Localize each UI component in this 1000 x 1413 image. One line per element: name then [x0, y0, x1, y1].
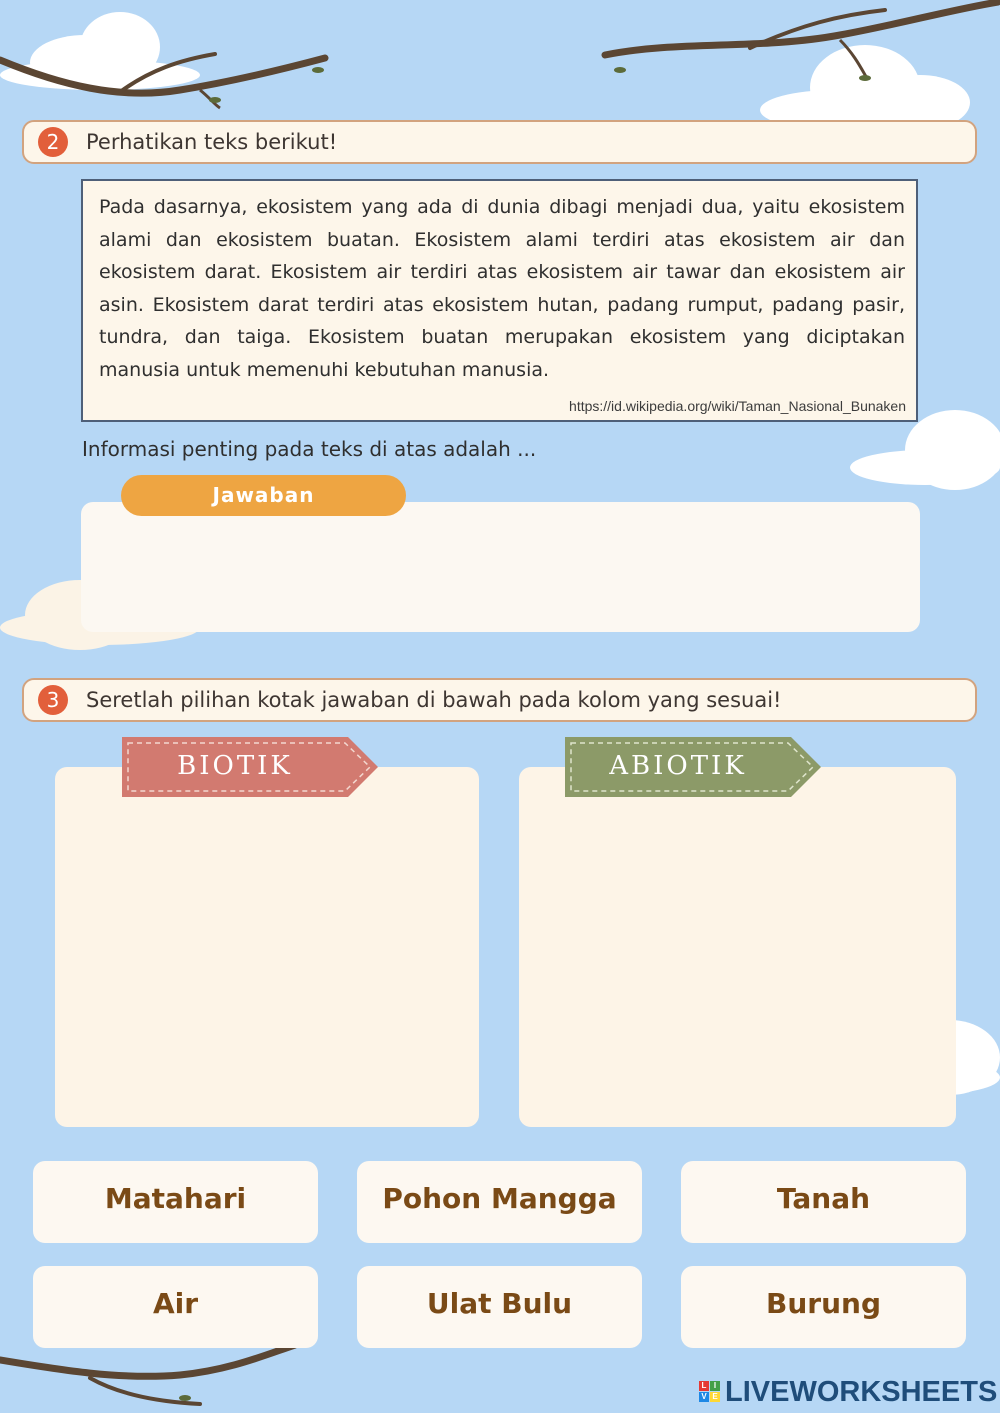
- option-card-tanah[interactable]: Tanah: [681, 1161, 966, 1243]
- reading-passage-box: [81, 179, 918, 422]
- question-3-instruction: Seretlah pilihan kotak jawaban di bawah pada kolom yang sesuai!: [86, 688, 782, 712]
- biotik-label: BIOTIK: [177, 751, 293, 781]
- passage-source-link: https://id.wikipedia.org/wiki/Taman_Nasional_Bunaken: [569, 398, 906, 414]
- question-2-instruction: Perhatikan teks berikut!: [86, 130, 338, 154]
- answer-input-area[interactable]: [81, 502, 920, 632]
- question-2-prompt: Informasi penting pada teks di atas adalah ...: [82, 437, 537, 461]
- biotik-header-tag: [120, 735, 380, 799]
- logo-letter-l: L: [699, 1381, 709, 1391]
- abiotik-header-tag: [563, 735, 823, 799]
- cloud-mid-right-puff: [905, 410, 1000, 490]
- branch-bottom-left: [0, 1340, 300, 1410]
- logo-letter-v: V: [699, 1392, 709, 1402]
- question-2-bar: [22, 120, 977, 164]
- biotik-drop-zone[interactable]: [55, 767, 479, 1127]
- branch-top-left: [0, 30, 330, 110]
- option-card-pohon-mangga[interactable]: Pohon Mangga: [357, 1161, 642, 1243]
- liveworksheets-text: LIVEWORKSHEETS: [725, 1376, 998, 1408]
- answer-label: Jawaban: [121, 475, 406, 516]
- abiotik-label: ABIOTIK: [609, 751, 747, 781]
- abiotik-drop-zone[interactable]: [519, 767, 956, 1127]
- question-3-bar: [22, 678, 977, 722]
- option-card-matahari[interactable]: Matahari: [33, 1161, 318, 1243]
- liveworksheets-logo: [697, 1375, 998, 1409]
- option-card-burung[interactable]: Burung: [681, 1266, 966, 1348]
- question-3-number-badge: 3: [38, 685, 68, 715]
- branch-top-right: [600, 0, 1000, 90]
- option-card-ulat-bulu[interactable]: Ulat Bulu: [357, 1266, 642, 1348]
- logo-letter-e: E: [710, 1392, 720, 1402]
- option-card-air[interactable]: Air: [33, 1266, 318, 1348]
- question-2-number-badge: 2: [38, 127, 68, 157]
- logo-letter-i: I: [710, 1381, 720, 1391]
- reading-passage: Pada dasarnya, ekosistem yang ada di dunia dibagi menjadi dua, yaitu ekosistem alami dan ekosistem buatan. Ekosistem alami terdiri atas ekosistem air dan ekosistem darat. Ekosistem air terdiri atas ekosistem air tawar dan ekosistem air asin. Ekosistem darat terdiri atas ekosistem hutan, padang rumput, padang pasir, tundra, dan taiga. Ekosistem buatan merupakan ekosistem yang diciptakan manusia untuk memenuhi kebutuhan manusia.: [99, 196, 905, 381]
